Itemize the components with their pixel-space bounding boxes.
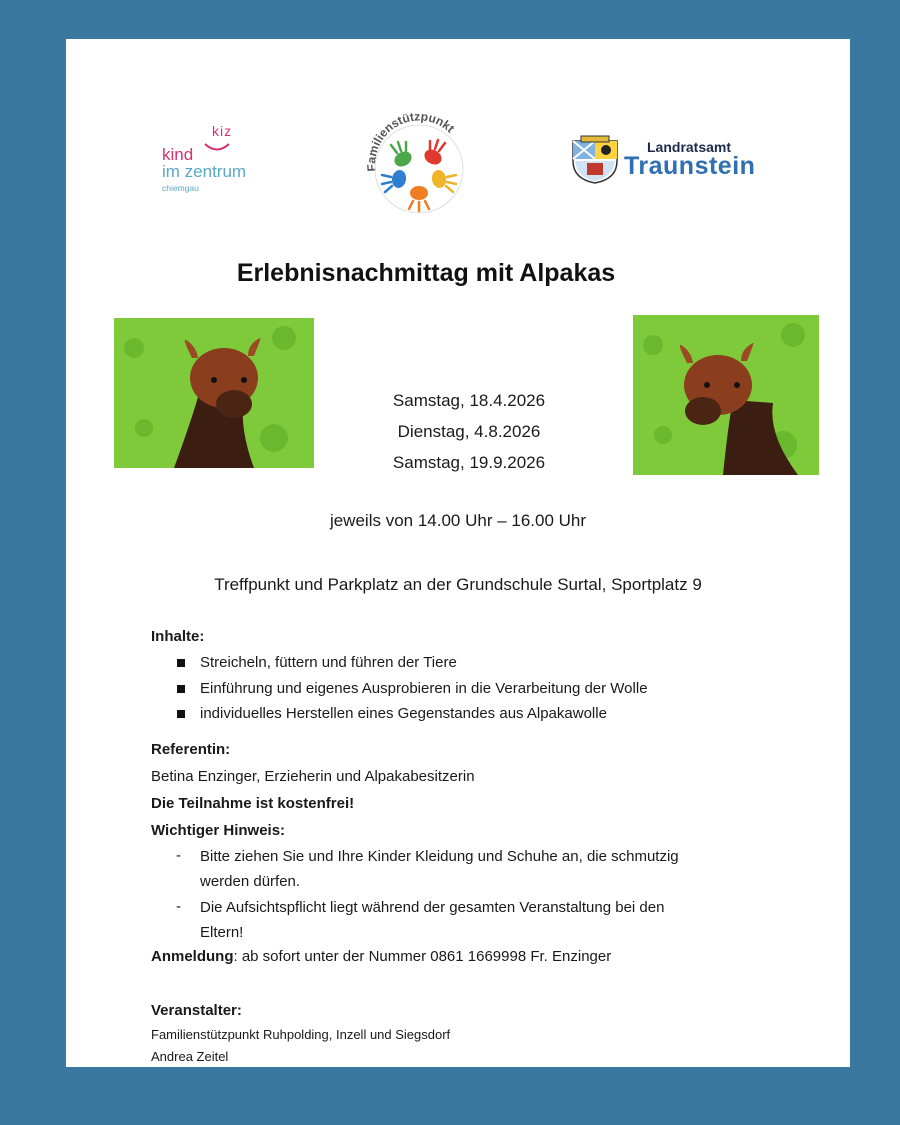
traunstein-label: Traunstein <box>624 152 756 180</box>
inhalte-item-3: individuelles Herstellen eines Gegenstandes aus Alpakawolle <box>200 705 607 722</box>
referentin-text: Betina Enzinger, Erzieherin und Alpakabesitzerin <box>151 768 475 785</box>
veranstalter-heading: Veranstalter: <box>151 1002 242 1019</box>
kiz-line-kind: kind <box>162 145 194 164</box>
kiz-logo <box>162 121 292 201</box>
alpaca-icon <box>633 315 819 475</box>
kiz-line-im-zentrum: im zentrum <box>162 162 247 181</box>
bullet-icon <box>177 710 185 718</box>
date-2: Dienstag, 4.8.2026 <box>397 422 541 441</box>
fsp-arc-text: Familienstützpunkt <box>364 109 458 172</box>
bullet-icon <box>177 685 185 693</box>
hinweis-item-1-line-2: werden dürfen. <box>200 873 301 890</box>
anmeldung-line <box>151 947 611 967</box>
time-range: jeweils von 14.00 Uhr – 16.00 Uhr <box>329 511 587 530</box>
veranstalter-line-2: Andrea Zeitel <box>151 1049 229 1064</box>
hinweis-item-2-line-1: Die Aufsichtspflicht liegt während der gesamten Veranstaltung bei den <box>200 899 665 916</box>
page-title: Erlebnisnachmittag mit Alpakas <box>236 259 616 287</box>
dash-icon: - <box>176 847 181 864</box>
landratsamt-logo <box>569 135 769 187</box>
alpaca-image-right <box>633 315 819 475</box>
anmeldung-label: Anmeldung <box>151 948 234 965</box>
svg-text:Familienstützpunkt <box>364 109 457 172</box>
coat-of-arms-icon <box>569 135 621 185</box>
landratsamt-label: Landratsamt <box>647 139 732 155</box>
kiz-line-chiemgau: chiemgau <box>162 183 199 193</box>
inhalte-item-2: Einführung und eigenes Ausprobieren in die Verarbeitung der Wolle <box>200 680 648 697</box>
date-1: Samstag, 18.4.2026 <box>392 391 546 410</box>
familienstuetzpunkt-logo <box>362 109 476 223</box>
inhalte-heading: Inhalte: <box>151 628 205 645</box>
kiz-mark: kiz <box>212 123 233 139</box>
kostenfrei-note: Die Teilnahme ist kostenfrei! <box>151 795 355 812</box>
meeting-point: Treffpunkt und Parkplatz an der Grundschule Surtal, Sportplatz 9 <box>214 575 702 594</box>
hinweis-item-2-line-2: Eltern! <box>200 924 244 941</box>
veranstalter-line-1: Familienstützpunkt Ruhpolding, Inzell und Siegsdorf <box>151 1027 451 1042</box>
hands-circle-icon <box>362 109 476 223</box>
inhalte-item-1: Streicheln, füttern und führen der Tiere <box>200 654 457 671</box>
alpaca-icon <box>114 318 314 468</box>
smile-icon <box>202 141 232 153</box>
referentin-heading: Referentin: <box>151 741 231 758</box>
alpaca-image-left <box>114 318 314 468</box>
bullet-icon <box>177 659 185 667</box>
flyer-page <box>66 39 850 1067</box>
dash-icon: - <box>176 898 181 915</box>
anmeldung-text: : ab sofort unter der Nummer 0861 1669998 Fr. Enzinger <box>233 948 612 965</box>
date-3: Samstag, 19.9.2026 <box>392 453 546 472</box>
hinweis-heading: Wichtiger Hinweis: <box>151 822 286 839</box>
hinweis-item-1-line-1: Bitte ziehen Sie und Ihre Kinder Kleidung und Schuhe an, die schmutzig <box>200 848 679 865</box>
